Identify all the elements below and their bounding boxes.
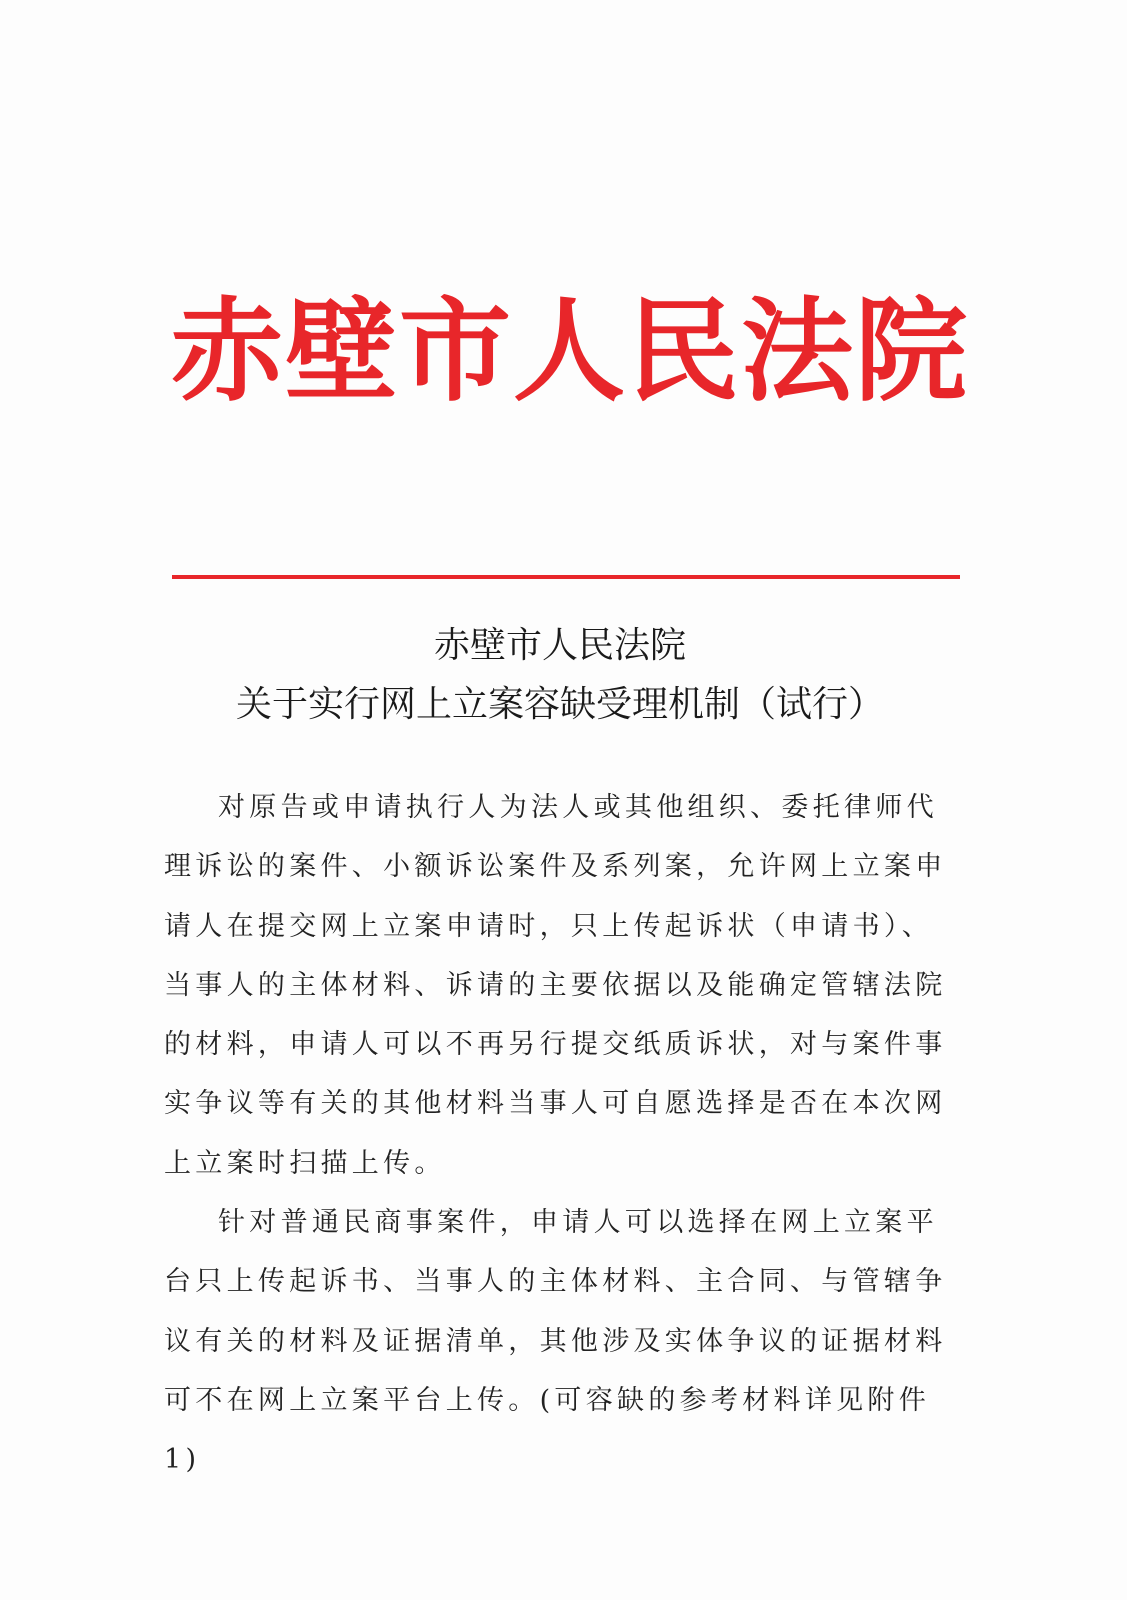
document-title-line-1: 赤壁市人民法院 [433, 625, 686, 666]
body-paragraph: 对原告或申请执行人为法人或其他组织、委托律师代理诉讼的案件、小额诉讼案件及系列案，允许网上立案申请人在提交网上立案申请时，只上传起诉状（申请书）、当事人的主体材料、诉请的主要依据以及能确定管辖法院的材料，申请人可以不再另行提交纸质诉状，对与案件事实争议等有关的其他材料当事人可自愿选择是否在本次网上立案时扫描上传。 [164, 792, 947, 1179]
red-divider-line [172, 575, 960, 579]
document-title-line-2: 关于实行网上立案容缺受理机制（试行） [235, 684, 884, 725]
masthead-title: 赤壁市人民法院 [171, 286, 969, 417]
document-body [164, 778, 960, 1490]
body-paragraph: 针对普通民商事案件，申请人可以选择在网上立案平台只上传起诉书、当事人的主体材料、主合同、与管辖争议有关的材料及证据清单，其他涉及实体争议的证据材料可不在网上立案平台上传。(可容缺的参考材料详见附件 1) [164, 1207, 947, 1476]
